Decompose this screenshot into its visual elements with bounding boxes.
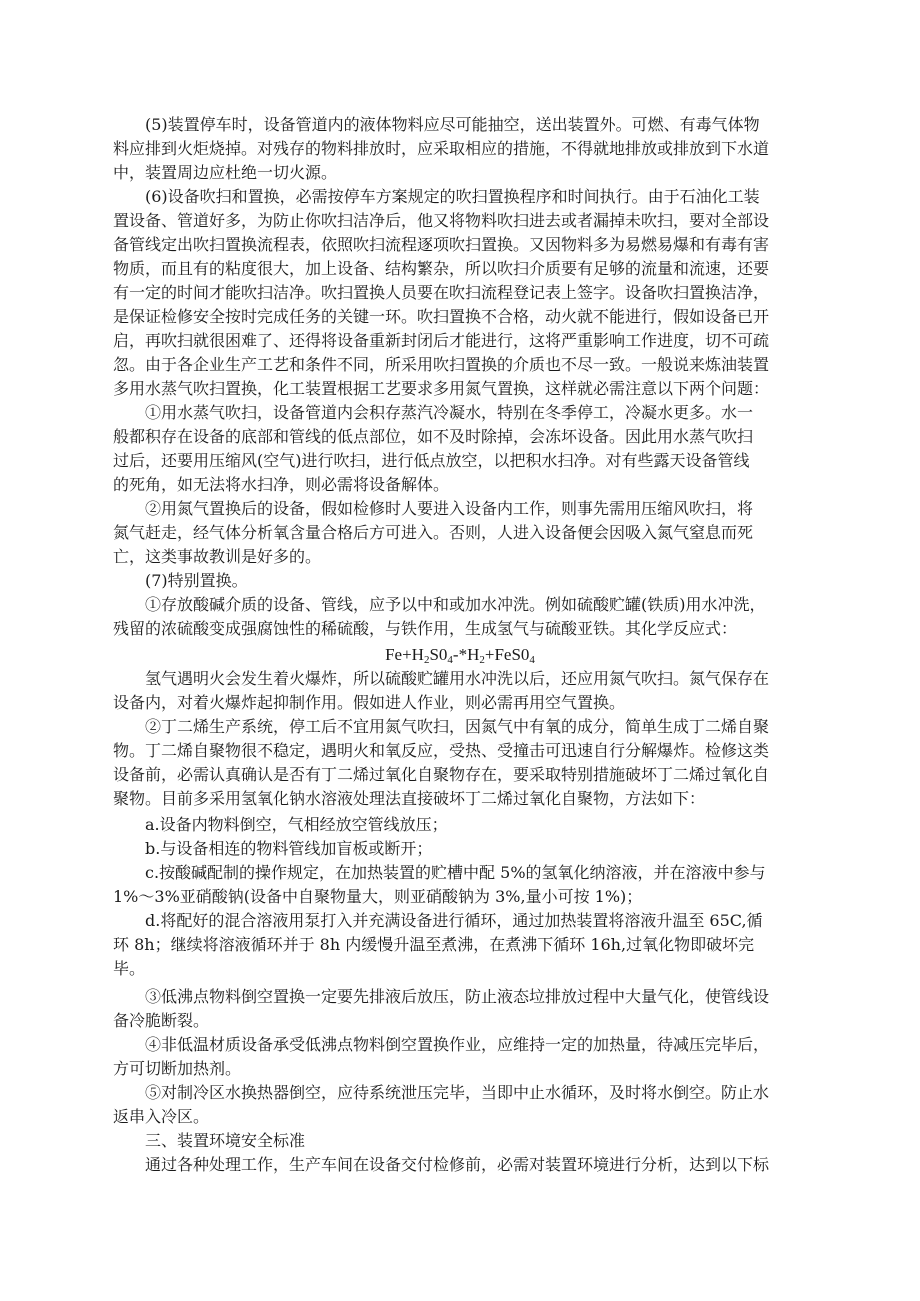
- text-line: ④非低温材质设备承受低沸点物料倒空置换作业，应维持一定的加热量，待减压完毕后，: [113, 1035, 770, 1054]
- equation-term: -*H: [452, 645, 480, 664]
- text-line: 通过各种处理工作，生产车间在设备交付检修前，必需对装置环境进行分析，达到以下标: [113, 1155, 770, 1174]
- text-line: 残留的浓硫酸变成强腐蚀性的稀硫酸，与铁作用，生成氢气与硫酸亚铁。其化学反应式：: [113, 619, 738, 638]
- equation-subscript: 2: [423, 654, 430, 666]
- text-line: (7)特别置换。: [113, 571, 248, 590]
- paragraph-step-a: [113, 813, 813, 837]
- paragraph-environment-analysis: [113, 1153, 813, 1177]
- text-line: 物。丁二烯自聚物很不稳定，遇明火和氧反应，受热、受撞击可迅速自行分解爆炸。检修这类: [113, 741, 770, 760]
- text-line: 有一定的时间才能吹扫洁净。吹扫置换人员要在吹扫流程登记表上签字。设备吹扫置换洁净，: [113, 283, 770, 302]
- paragraph-step-c: [113, 861, 813, 909]
- section-heading-environment-standards: [113, 1129, 813, 1153]
- text-line: 备管线定出吹扫置换流程表，依照吹扫流程逐项吹扫置换。又因物料多为易燃易爆和有毒有害: [113, 235, 770, 254]
- text-line: 三、装置环境安全标准: [113, 1131, 306, 1150]
- text-line: 置设备、管道好多，为防止你吹扫洁净后，他又将物料吹扫进去或者漏掉未吹扫，要对全部设: [113, 211, 770, 230]
- equation-term: +FeS0: [484, 645, 530, 664]
- text-line: b.与设备相连的物料管线加盲板或断开；: [113, 839, 433, 858]
- paragraph-nitrogen-replacement: [113, 497, 813, 569]
- text-line: ⑤对制冷区水换热器倒空，应待系统泄压完毕，当即中止水循环，及时将水倒空。防止水: [113, 1083, 770, 1102]
- text-line: 般都积存在设备的底部和管线的低点部位，如不及时除掉，会冻坏设备。因此用水蒸气吹扫: [113, 427, 754, 446]
- text-line: a.设备内物料倒空，气相经放空管线放压；: [113, 815, 448, 834]
- text-line: 过后，还要用压缩风(空气)进行吹扫，进行低点放空，以把积水扫净。对有些露天设备管线: [113, 451, 750, 470]
- text-line: (6)设备吹扫和置换，必需按停车方案规定的吹扫置换程序和时间执行。由于石油化工装: [113, 187, 760, 206]
- text-line: 聚物。目前多采用氢氧化钠水溶液处理法直接破坏丁二烯过氧化自聚物，方法如下：: [113, 789, 706, 808]
- text-line: 氢气遇明火会发生着火爆炸，所以硫酸贮罐用水冲洗以后，还应用氮气吹扫。氮气保存在: [113, 669, 770, 688]
- paragraph-step-b: [113, 837, 813, 861]
- paragraph-shutdown-drain: [113, 113, 813, 185]
- equation-subscript: 2: [479, 654, 485, 666]
- text-line: 多用水蒸气吹扫置换，化工装置根据工艺要求多用氮气置换，这样就必需注意以下两个问题：: [113, 379, 770, 398]
- text-line: 中，装置周边应杜绝一切火源。: [113, 163, 338, 182]
- text-line: 环 8h；继续将溶液循环并于 8h 内缓慢升温至煮沸，在煮沸下循环 16h,过氧化物即破坏完: [113, 935, 755, 954]
- paragraph-cooling-zone: [113, 1081, 813, 1129]
- text-line: 方可切断加热剂。: [113, 1059, 242, 1078]
- text-line: d.将配好的混合溶液用泵打入并充满设备进行循环，通过加热装置将溶液升温至 65C,循: [113, 911, 763, 930]
- text-line: ②用氮气置换后的设备，假如检修时人要进入设备内工作，则事先需用压缩风吹扫，将: [113, 499, 754, 518]
- text-line: 备冷脆断裂。: [113, 1011, 210, 1030]
- text-line: 忽。由于各企业生产工艺和条件不同，所采用吹扫置换的介质也不尽一致。一般说来炼油装置: [113, 355, 770, 374]
- paragraph-step-d: [113, 909, 813, 981]
- equation-term: Fe+H: [385, 645, 424, 664]
- text-line: ③低沸点物料倒空置换一定要先排液后放压，防止液态垃排放过程中大量气化，使管线设: [113, 987, 770, 1006]
- equation-subscript: 4: [529, 654, 535, 666]
- text-line: 料应排到火炬烧掉。对残存的物料排放时，应采取相应的措施，不得就地排放或排放到下水道: [113, 139, 770, 158]
- text-line: 氮气赶走，经气体分析氧含量合格后方可进入。否则，人进入设备便会因吸入氮气窒息而死: [113, 523, 754, 542]
- chemical-equation: [0, 643, 920, 667]
- text-line: ①用水蒸气吹扫，设备管道内会积存蒸汽冷凝水，特别在冬季停工，冷凝水更多。水一: [113, 403, 754, 422]
- paragraph-steam-purge: [113, 401, 813, 497]
- paragraph-low-boiling: [113, 985, 813, 1033]
- text-line: ①存放酸碱介质的设备、管线，应予以中和或加水冲洗。例如硫酸贮罐(铁质)用水冲洗，: [113, 595, 766, 614]
- paragraph-butadiene: [113, 715, 813, 811]
- text-line: 设备前，必需认真确认是否有丁二烯过氧化自聚物存在，要采取特别措施破坏丁二烯过氧化自: [113, 765, 770, 784]
- text-line: 启，再吹扫就很困难了、还得将设备重新封闭后才能进行，这将严重影响工作进度，切不可疏: [113, 331, 770, 350]
- text-line: 1%～3%亚硝酸钠(设备中自聚物量大，则亚硝酸钠为 3%,量小可按 1%)；: [113, 887, 643, 906]
- equation-term: S0: [429, 645, 448, 664]
- paragraph-acid-base: [113, 593, 813, 641]
- text-line: 物质，而且有的粘度很大，加上设备、结构繁杂，所以吹扫介质要有足够的流量和流速，还要: [113, 259, 770, 278]
- equation-subscript: 4: [447, 654, 453, 666]
- text-line: 返串入冷区。: [113, 1107, 210, 1126]
- text-line: 毕。: [113, 959, 146, 978]
- text-line: 是保证检修安全按时完成任务的关键一环。吹扫置换不合格，动火就不能进行，假如设备已开: [113, 307, 770, 326]
- paragraph-hydrogen-hazard: [113, 667, 813, 715]
- text-line: 亡，这类事故教训是好多的。: [113, 547, 322, 566]
- text-line: (5)装置停车时，设备管道内的液体物料应尽可能抽空，送出装置外。可燃、有毒气体物: [113, 115, 760, 134]
- text-line: ②丁二烯生产系统，停工后不宜用氮气吹扫，因氮气中有氧的成分，简单生成丁二烯自聚: [113, 717, 770, 736]
- paragraph-purge-replacement: [113, 185, 813, 401]
- text-line: 设备内，对着火爆炸起抑制作用。假如进人作业，则必需再用空气置换。: [113, 693, 626, 712]
- paragraph-special-replacement-heading: [113, 569, 813, 593]
- paragraph-non-low-temp: [113, 1033, 813, 1081]
- text-line: 的死角，如无法将水扫净，则必需将设备解体。: [113, 475, 450, 494]
- text-line: c.按酸碱配制的操作规定，在加热装置的贮槽中配 5%的氢氧化纳溶液，并在溶液中参与: [113, 863, 766, 882]
